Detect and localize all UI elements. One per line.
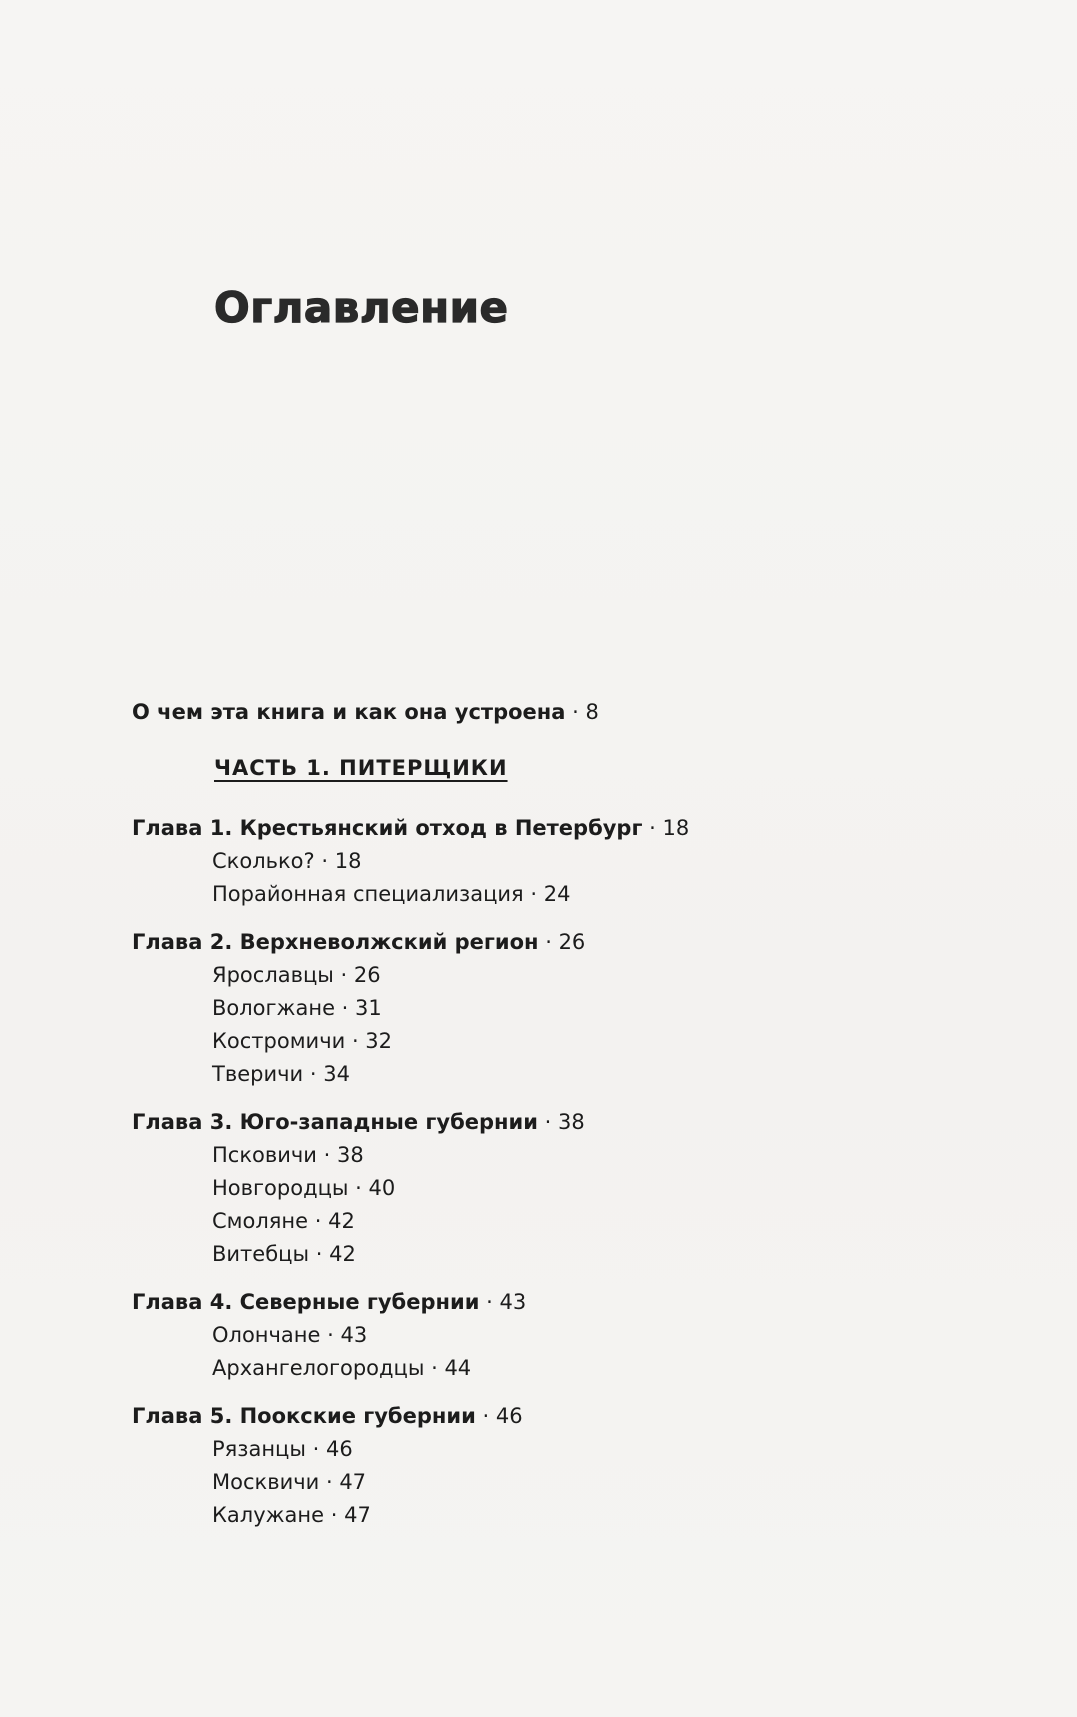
toc-chapter-block <box>132 1285 932 1385</box>
toc-section-page: · 47 <box>324 1503 371 1527</box>
toc-chapter-entry[interactable] <box>132 1285 932 1319</box>
toc-chapter-title: Глава 3. Юго-западные губернии <box>132 1110 538 1134</box>
toc-section-entry[interactable] <box>212 878 932 911</box>
toc-chapter-page: · 26 <box>539 930 586 954</box>
toc-section-page: · 47 <box>319 1470 366 1494</box>
page-title: Оглавление <box>214 283 509 332</box>
toc-section-entry[interactable] <box>212 992 932 1025</box>
toc-section-title: Костромичи <box>212 1029 346 1053</box>
toc-section-entry[interactable] <box>212 1352 932 1385</box>
toc-section-entry[interactable] <box>212 1172 932 1205</box>
toc-chapter-entry[interactable] <box>132 1399 932 1433</box>
toc-section-title: Олончане <box>212 1323 321 1347</box>
toc-chapter-title: Глава 5. Поокские губернии <box>132 1404 476 1428</box>
toc-chapter-block <box>132 925 932 1091</box>
toc-section-title: Калужане <box>212 1503 325 1527</box>
toc-section-title: Москвичи <box>212 1470 320 1494</box>
toc-section-entry[interactable] <box>212 1466 932 1499</box>
toc-section-title: Сколько? <box>212 849 315 873</box>
toc-section-page: · 43 <box>320 1323 367 1347</box>
toc-section-title: Ярославцы <box>212 963 334 987</box>
toc-section-page: · 31 <box>335 996 382 1020</box>
toc-chapter-title: Глава 1. Крестьянский отход в Петербург <box>132 816 643 840</box>
toc-section-page: · 44 <box>424 1356 471 1380</box>
toc-section-entry[interactable] <box>212 1025 932 1058</box>
toc-section-title: Тверичи <box>212 1062 304 1086</box>
toc-section-title: Смоляне <box>212 1209 309 1233</box>
toc-section-title: Новгородцы <box>212 1176 349 1200</box>
toc-section-page: · 26 <box>334 963 381 987</box>
toc-section-page: · 42 <box>308 1209 355 1233</box>
toc-chapter-block <box>132 1105 932 1271</box>
toc-chapter-entry[interactable] <box>132 925 932 959</box>
toc-section-title: Псковичи <box>212 1143 317 1167</box>
toc-chapter-page: · 18 <box>642 816 689 840</box>
toc-section-page: · 46 <box>306 1437 353 1461</box>
toc-section-entry[interactable] <box>212 1499 932 1532</box>
toc-section-entry[interactable] <box>212 959 932 992</box>
toc-chapter-title: Глава 2. Верхневолжский регион <box>132 930 539 954</box>
toc-section-entry[interactable] <box>212 1319 932 1352</box>
table-of-contents <box>132 695 932 1546</box>
toc-section-entry[interactable] <box>212 1238 932 1271</box>
toc-section-page: · 40 <box>348 1176 395 1200</box>
toc-section-title: Витебцы <box>212 1242 310 1266</box>
toc-chapter-title: Глава 4. Северные губернии <box>132 1290 480 1314</box>
toc-section-entry[interactable] <box>212 845 932 878</box>
toc-chapter-block <box>132 1399 932 1532</box>
toc-chapter-page: · 38 <box>538 1110 585 1134</box>
toc-chapter-page: · 43 <box>479 1290 526 1314</box>
toc-section-page: · 42 <box>309 1242 356 1266</box>
toc-chapter-entry[interactable] <box>132 811 932 845</box>
toc-chapter-entry[interactable] <box>132 1105 932 1139</box>
toc-section-title: Архангелогородцы <box>212 1356 425 1380</box>
toc-section-title: Вологжане <box>212 996 335 1020</box>
toc-section-page: · 18 <box>315 849 362 873</box>
toc-section-entry[interactable] <box>212 1058 932 1091</box>
toc-section-page: · 34 <box>303 1062 350 1086</box>
toc-section-title: Порайонная специализация <box>212 882 524 906</box>
toc-section-title: Рязанцы <box>212 1437 306 1461</box>
toc-chapter-page: · 46 <box>476 1404 523 1428</box>
toc-section-entry[interactable] <box>212 1139 932 1172</box>
toc-section-entry[interactable] <box>212 1205 932 1238</box>
toc-intro-entry[interactable] <box>132 695 932 729</box>
toc-intro-title: О чем эта книга и как она устроена <box>132 700 566 724</box>
toc-section-entry[interactable] <box>212 1433 932 1466</box>
toc-chapter-block <box>132 811 932 911</box>
toc-section-page: · 38 <box>317 1143 364 1167</box>
toc-part-heading[interactable]: ЧАСТЬ 1. ПИТЕРЩИКИ <box>214 756 508 780</box>
toc-intro-page: · 8 <box>565 700 598 724</box>
toc-section-page: · 24 <box>524 882 571 906</box>
toc-section-page: · 32 <box>345 1029 392 1053</box>
